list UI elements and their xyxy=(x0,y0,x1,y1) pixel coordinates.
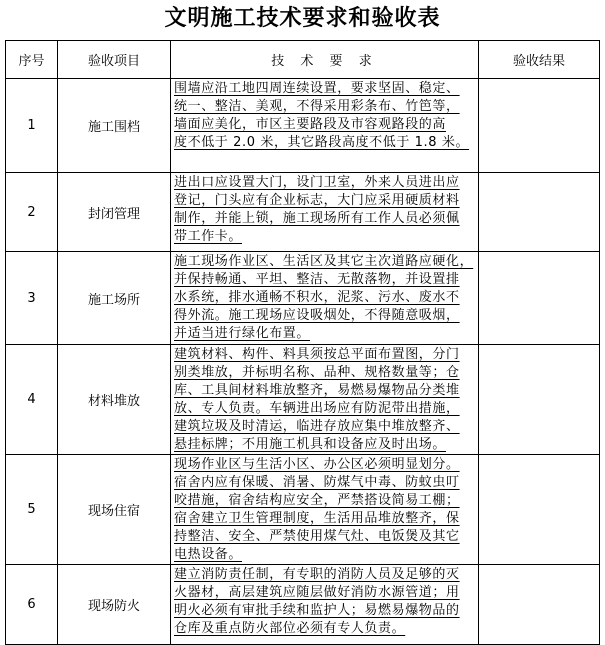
requirement-line: 进出口应设置大门，设门卫室，外来人员进出应 xyxy=(174,175,460,190)
requirement-line: 围墙应沿工地四周连续设置，要求坚固、稳定、 xyxy=(174,81,460,96)
row-index: 6 xyxy=(6,565,58,645)
requirement-line: 建筑垃圾及时清运，临进存放应集中堆放整齐、 xyxy=(174,419,460,434)
row-result xyxy=(479,79,600,173)
header-requirement: 技 术 要 求 xyxy=(171,41,479,79)
requirement-line: 统一、整洁、美观，不得采用彩条布、竹笆等， xyxy=(174,99,460,114)
row-requirement xyxy=(171,173,479,252)
table-header-row xyxy=(6,41,600,79)
table-row xyxy=(6,345,600,455)
requirement-line: 悬挂标牌；不用施工机具和设备应及时出场。 xyxy=(174,437,447,452)
row-item: 施工围档 xyxy=(58,79,171,173)
row-requirement xyxy=(171,252,479,345)
row-requirement xyxy=(171,345,479,455)
requirement-line: 制作，并能上锁，施工现场所有工作人员必须佩 xyxy=(174,211,460,226)
row-result xyxy=(479,173,600,252)
header-item: 验收项目 xyxy=(58,41,171,79)
requirement-line: 并适当进行绿化布置。 xyxy=(174,326,311,341)
requirement-line: 现场作业区与生活小区、办公区必须明显划分。 xyxy=(174,457,460,472)
row-requirement xyxy=(171,455,479,565)
requirement-line: 登记，门头应有企业标志，大门应采用硬质材料 xyxy=(174,193,460,208)
requirement-line: 带工作卡。 xyxy=(174,229,243,244)
row-index: 3 xyxy=(6,252,58,345)
requirement-line: 别类堆放，并标明名称、品种、规格数量等；仓 xyxy=(174,365,460,380)
row-item: 封闭管理 xyxy=(58,173,171,252)
table-row xyxy=(6,252,600,345)
table-row xyxy=(6,79,600,173)
requirement-line: 库、工具间材料堆放整齐，易燃易爆物品分类堆 xyxy=(174,383,460,398)
requirement-line: 墙面应美化，市区主要路段及市容观路段的高 xyxy=(174,117,447,132)
row-result xyxy=(479,345,600,455)
requirement-line: 放、专人负责。车辆进出场应有防泥带出措施， xyxy=(174,401,460,416)
row-requirement xyxy=(171,79,479,173)
requirement-line: 度不低于 2.0 米，其它路段高度不低于 1.8 米。 xyxy=(174,135,470,150)
header-index: 序号 xyxy=(6,41,58,79)
row-index: 1 xyxy=(6,79,58,173)
row-item: 材料堆放 xyxy=(58,345,171,455)
table-row xyxy=(6,565,600,645)
document-title: 文明施工技术要求和验收表 xyxy=(164,6,441,31)
row-index: 2 xyxy=(6,173,58,252)
row-item: 施工场所 xyxy=(58,252,171,345)
requirement-line: 电热设备。 xyxy=(174,547,243,562)
row-result xyxy=(479,455,600,565)
requirement-line: 宿舍内应有保暖、消暑、防煤气中毒、防蚊虫叮 xyxy=(174,475,460,490)
requirement-line: 建立消防责任制，有专职的消防人员及足够的灭 xyxy=(174,567,460,582)
row-item: 现场住宿 xyxy=(58,455,171,565)
requirement-line: 建筑材料、构件、料具须按总平面布置图，分门 xyxy=(174,347,460,362)
requirement-line: 咬措施，宿舍结构应安全，严禁搭设简易工棚； xyxy=(174,493,460,508)
requirement-line: 宿舍建立卫生管理制度，生活用品堆放整齐，保 xyxy=(174,511,460,526)
requirement-line: 施工现场作业区、生活区及其它主次道路应硬化， xyxy=(174,254,474,269)
requirement-line: 水系统，排水通畅不积水，泥浆、污水、废水不 xyxy=(174,290,460,305)
table-row xyxy=(6,455,600,565)
row-index: 4 xyxy=(6,345,58,455)
requirement-line: 得外流。施工现场应设吸烟处，不得随意吸烟， xyxy=(174,308,460,323)
table-row xyxy=(6,173,600,252)
requirement-line: 明火必须有审批手续和监护人；易燃易爆物品的 xyxy=(174,603,460,618)
row-requirement xyxy=(171,565,479,645)
header-result: 验收结果 xyxy=(479,41,600,79)
requirement-line: 持整洁、安全、严禁使用煤气灶、电饭煲及其它 xyxy=(174,529,460,544)
requirement-line: 火器材，高层建筑应随层做好消防水源管道；用 xyxy=(174,585,460,600)
row-index: 5 xyxy=(6,455,58,565)
requirement-line: 并保持畅通、平坦、整洁、无散落物，并设置排 xyxy=(174,272,460,287)
requirement-line: 仓库及重点防火部位必须有专人负责。 xyxy=(174,621,406,636)
row-result xyxy=(479,565,600,645)
row-result xyxy=(479,252,600,345)
acceptance-table xyxy=(5,40,600,645)
row-item: 现场防火 xyxy=(58,565,171,645)
